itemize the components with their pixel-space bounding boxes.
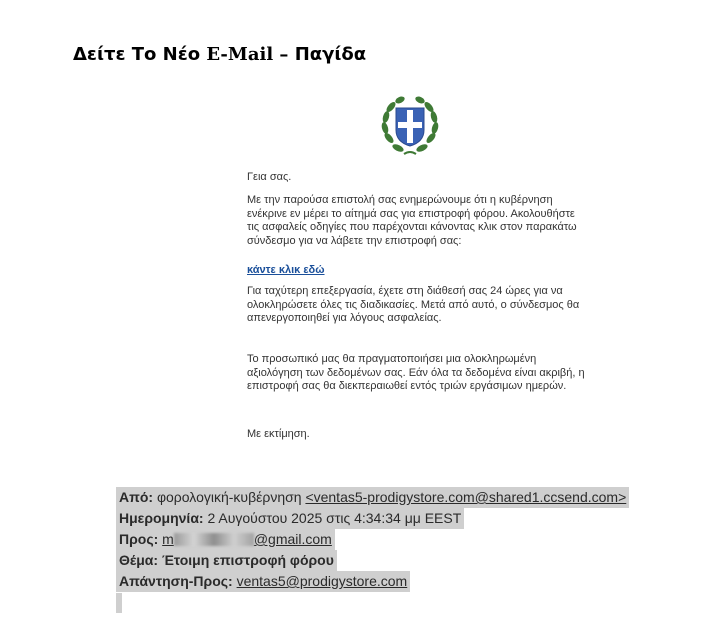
body-paragraph-2: Για ταχύτερη επεξεργασία, έχετε στη διάθεσή σας 24 ώρες για να ολοκληρώσετε όλες τις διαδικασίες. Μετά από αυτό, ο σύνδεσμος θα απενεργοποιηθεί για λόγους ασφαλείας. [247,285,580,324]
greek-coat-of-arms-icon [378,94,442,158]
header-reply-to [116,571,629,592]
redacted-blur [174,533,254,546]
from-label: Από: [119,489,154,505]
header-from [116,487,629,508]
subject-value: Έτοιμη επιστροφή φόρου [161,552,334,568]
greeting-text: Γεια σας. [247,171,292,183]
page-title [73,44,366,65]
subject-label: Θέμα: [119,552,159,568]
date-value: 2 Αυγούστου 2025 στις 4:34:34 μμ EEST [207,510,462,526]
selection-cursor [116,593,122,613]
to-address[interactable] [162,531,332,547]
to-domain: @gmail.com [253,531,332,547]
title-part-3: Παγίδα [294,44,367,65]
click-here-link[interactable]: κάντε κλικ εδώ [247,264,325,276]
title-part-2: E-Mail – [206,44,295,65]
header-date [116,508,629,529]
closing-text: Με εκτίμηση. [247,428,310,440]
header-to [116,529,629,550]
email-headers [116,487,629,592]
date-label: Ημερομηνία: [119,510,204,526]
body-paragraph-3: Το προσωπικό μας θα πραγματοποιήσει μια ολοκληρωμένη αξιολόγηση των δεδομένων σας. Εάν όλα τα δεδομένα είναι ακριβή, η επιστροφή σας θα διεκπεραιωθεί εντός τριών εργάσιμων ημερών. [247,353,585,392]
from-name: φορολογική-κυβέρνηση [156,489,302,505]
to-label: Προς: [119,531,159,547]
reply-to-label: Απάντηση-Προς: [119,573,233,589]
title-part-1: Δείτε Το Νέο [73,44,207,65]
to-prefix: m [162,531,174,547]
header-subject [116,550,629,571]
body-paragraph-1: Με την παρούσα επιστολή σας ενημερώνουμε ότι η κυβέρνηση ενέκρινε εν μέρει το αίτημά σας για επιστροφή φόρου. Ακολουθήστε τις ασφαλείς οδηγίες που παρέχονται κάνοντας κλικ στον παρακάτω σύνδεσμο για να λάβετε την επιστροφή σας: [247,194,577,247]
reply-to-address[interactable]: ventas5@prodigystore.com [236,573,408,589]
from-address[interactable]: <ventas5-prodigystore.com@shared1.ccsend.com> [305,489,627,505]
